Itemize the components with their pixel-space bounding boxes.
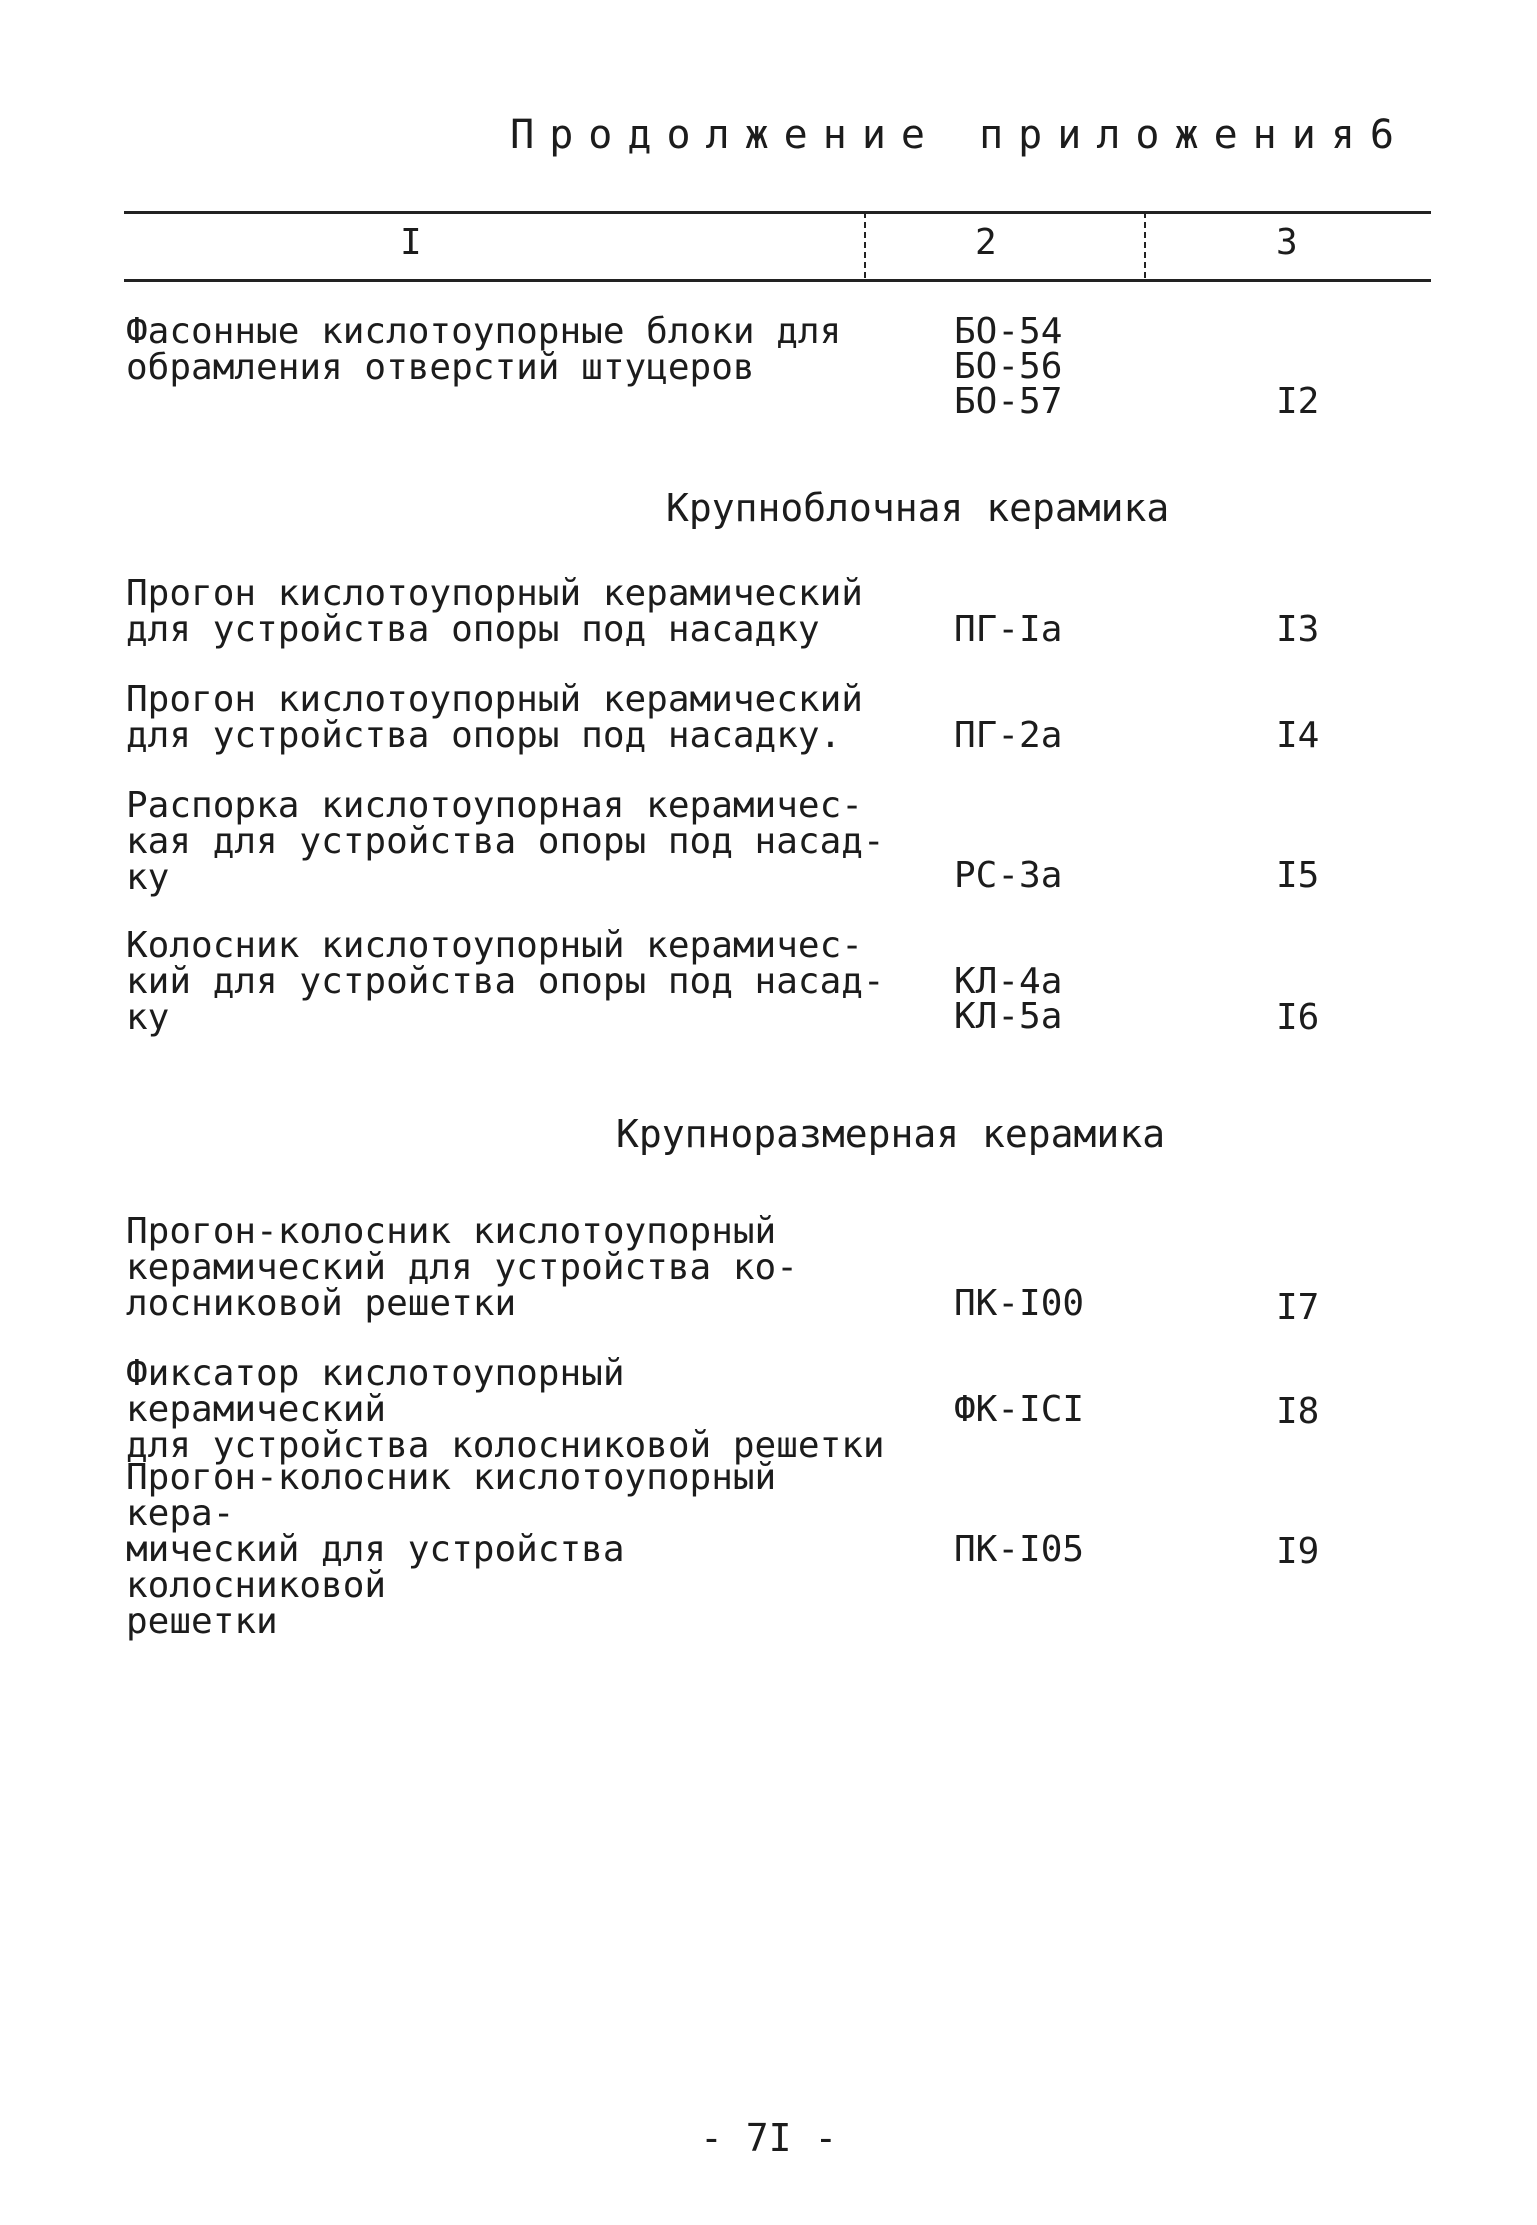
- row-codes: [954, 1529, 1154, 1570]
- row-number: I2: [1276, 381, 1320, 422]
- product-code: БО-54: [954, 311, 1063, 352]
- product-code: КЛ-4а: [954, 961, 1063, 1002]
- row-number: I5: [1276, 855, 1320, 896]
- row-description: Колосник кислотоупорный керамичес- кий для устройства опоры под насад- ку: [126, 925, 885, 1038]
- row-description: Прогон-колосник кислотоупорный керамический для устройства ко- лосниковой решетки: [126, 1211, 798, 1324]
- column-header-1: I: [400, 222, 422, 263]
- column-header-3: 3: [1276, 222, 1298, 263]
- section-heading-large-size: Крупноразмерная керамика: [616, 1112, 1166, 1156]
- row-codes: [954, 715, 1154, 756]
- row-description: Фиксатор кислотоупорный керамический для устройства колосниковой решетки: [126, 1353, 885, 1466]
- row-codes: [954, 609, 1154, 650]
- row-description: Распорка кислотоупорная керамичес- кая для устройства опоры под насад- ку: [126, 785, 885, 898]
- product-code: ПК-I00: [954, 1283, 1085, 1324]
- product-code: ПГ-2а: [954, 715, 1063, 756]
- page-number: - 7I -: [700, 2116, 838, 2160]
- row-description: Прогон-колосник кислотоупорный кера- мический для устройства колосниковой решетки: [126, 1457, 777, 1642]
- product-code: ПГ-Iа: [954, 609, 1063, 650]
- table-header-bottom-rule: [124, 279, 1431, 282]
- product-code: БО-57: [954, 381, 1063, 422]
- column-separator: [864, 212, 866, 278]
- row-codes: [954, 1389, 1154, 1430]
- row-codes: [954, 1283, 1154, 1324]
- page-title: Продолжение приложения6: [510, 112, 1409, 158]
- product-code: РС-3а: [954, 855, 1063, 896]
- row-number: I4: [1276, 715, 1320, 756]
- product-code: ФК-IСI: [954, 1389, 1085, 1430]
- row-description: Прогон кислотоупорный керамический для устройства опоры под насадку.: [126, 679, 863, 756]
- section-heading-large-block: Крупноблочная керамика: [666, 486, 1170, 530]
- row-description: Фасонные кислотоупорные блоки для обрамления отверстий штуцеров: [126, 311, 842, 388]
- row-number: I3: [1276, 609, 1320, 650]
- row-description: Прогон кислотоупорный керамический для устройства опоры под насадку: [126, 573, 863, 650]
- row-number: I8: [1276, 1391, 1320, 1432]
- table-top-rule: [124, 211, 1431, 214]
- product-code: КЛ-5а: [954, 996, 1063, 1037]
- row-codes: [954, 855, 1154, 896]
- row-number: I9: [1276, 1531, 1320, 1572]
- product-code: ПК-I05: [954, 1529, 1085, 1570]
- column-separator: [1144, 212, 1146, 278]
- row-number: I7: [1276, 1287, 1320, 1328]
- column-header-2: 2: [975, 222, 997, 263]
- product-code: БО-56: [954, 346, 1063, 387]
- row-codes: [954, 311, 1154, 422]
- row-number: I6: [1276, 997, 1320, 1038]
- row-codes: [954, 961, 1154, 1037]
